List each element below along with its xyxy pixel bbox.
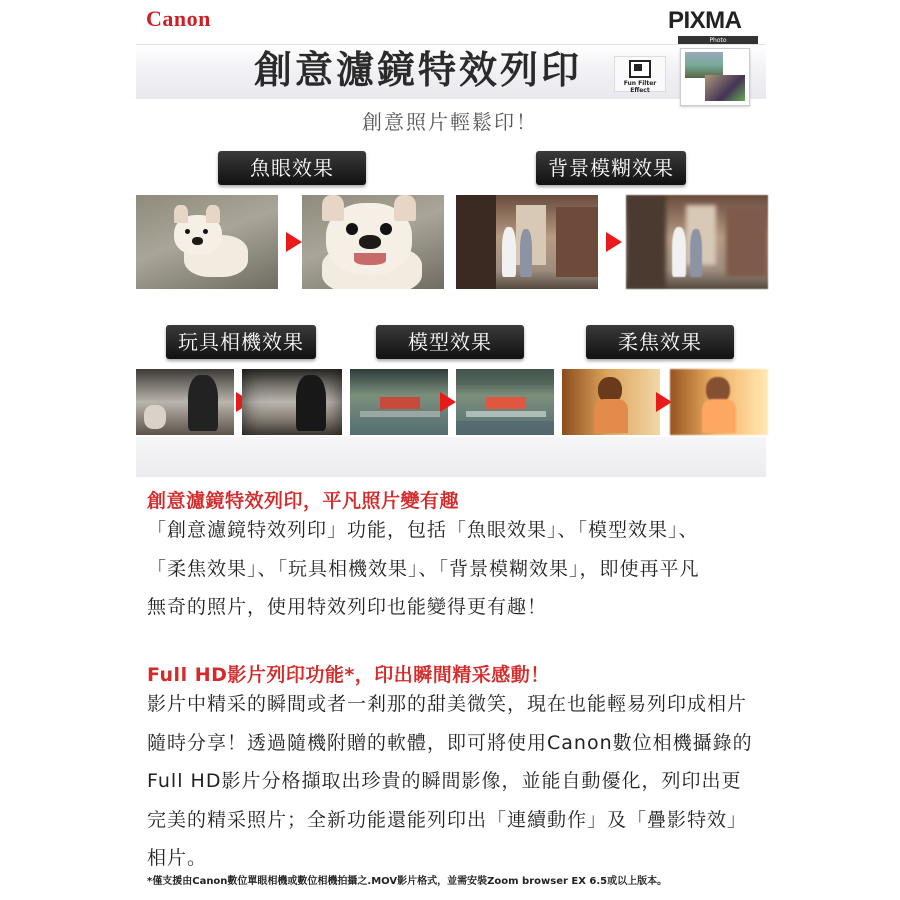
body-line: 完美的精采照片；全新功能還能列印出「連續動作」及「疊影特效」: [147, 808, 748, 831]
label-background-blur: 背景模糊效果: [536, 151, 686, 185]
arrow-right-icon: [606, 232, 622, 252]
page-title: 創意濾鏡特效列印: [254, 48, 583, 92]
label-miniature: 模型效果: [376, 325, 524, 359]
soft-focus-before-photo: [562, 369, 660, 435]
section-heading-filter: 創意濾鏡特效列印，平凡照片變有趣: [147, 490, 460, 512]
subtitle: [0, 106, 900, 135]
image-band-fade: [136, 437, 766, 477]
body-line: 隨時分享！透過隨機附贈的軟體，即可將使用Canon數位相機攝錄的: [147, 731, 753, 754]
label-fisheye: 魚眼效果: [218, 151, 366, 185]
fisheye-before-photo: [136, 195, 278, 289]
sample-prints-image: [680, 48, 750, 106]
section-body-filter: [147, 511, 767, 627]
body-line: 相片。: [147, 847, 208, 869]
toy-camera-after-photo: [242, 369, 342, 435]
footnote: *僅支援由Canon數位單眼相機或數位相機拍攝之.MOV影片格式，並需安裝Zoom browser EX 6.5或以上版本。: [147, 876, 668, 887]
photo-badge: Photo: [678, 36, 758, 46]
arrow-right-icon: [440, 392, 456, 412]
canon-logo: Canon: [146, 6, 211, 31]
toy-camera-before-photo: [136, 369, 234, 435]
fun-filter-label: Fun Filter Effect: [623, 80, 657, 94]
miniature-before-photo: [350, 369, 448, 435]
filter-icon: [629, 60, 651, 78]
fisheye-after-photo: [302, 195, 444, 289]
fun-filter-effect-icon: [614, 56, 666, 92]
arrow-right-icon: [286, 232, 302, 252]
sample-print-people: [705, 75, 745, 101]
body-line: 「柔焦效果」、「玩具相機效果」、「背景模糊效果」，即使再平凡: [147, 557, 700, 580]
body-line: 影片中精采的瞬間或者一剎那的甜美微笑，現在也能輕易列印成相片: [147, 693, 748, 715]
body-line: Full HD影片分格擷取出珍貴的瞬間影像，並能自動優化，列印出更: [147, 770, 742, 792]
background-blur-before-photo: [456, 195, 598, 289]
soft-focus-after-photo: [670, 369, 768, 435]
section-heading-fullhd: Full HD影片列印功能*，印出瞬間精采感動！: [147, 664, 550, 686]
miniature-after-photo: [456, 369, 554, 435]
pixma-logo-block: [668, 8, 760, 46]
label-soft-focus: 柔焦效果: [586, 325, 734, 359]
label-toy-camera: 玩具相機效果: [166, 325, 316, 359]
background-blur-after-photo: [626, 195, 768, 289]
body-line: 「創意濾鏡特效列印」功能，包括「魚眼效果」、「模型效果」、: [147, 519, 699, 541]
subtitle-text: 創意照片輕鬆印！: [362, 110, 538, 134]
pixma-logo: PIXMA: [668, 7, 742, 34]
body-line: 無奇的照片，使用特效列印也能變得更有趣！: [147, 596, 548, 618]
section-body-fullhd: [147, 685, 767, 878]
